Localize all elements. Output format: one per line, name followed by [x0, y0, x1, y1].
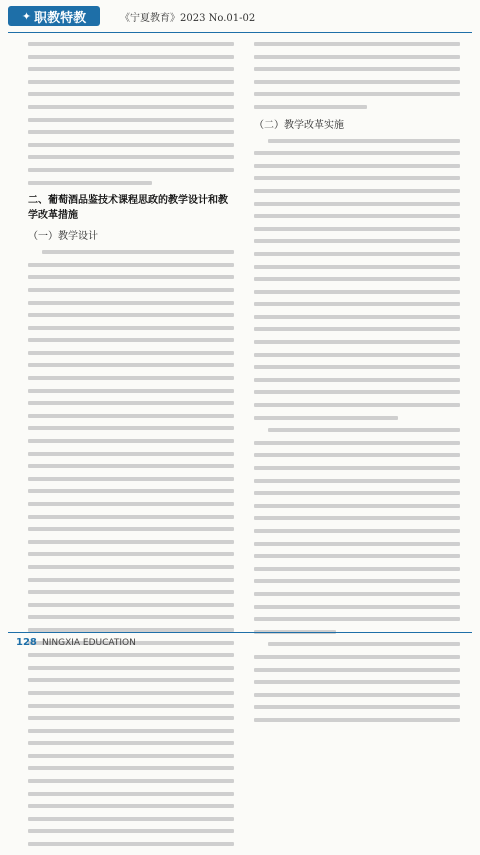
- text-line-placeholder: [254, 340, 460, 344]
- subsection-heading: （二）教学改革实施: [254, 119, 344, 131]
- text-line-placeholder: [254, 239, 460, 243]
- right-column: [254, 42, 460, 730]
- header-rule: [8, 32, 472, 33]
- text-line-placeholder: [254, 718, 460, 722]
- text-line-placeholder: [28, 351, 234, 355]
- text-line-placeholder: [28, 414, 234, 418]
- text-line-placeholder: [28, 615, 234, 619]
- text-line-placeholder: [28, 130, 234, 134]
- text-line-placeholder: [254, 554, 460, 558]
- text-line-placeholder: [254, 277, 460, 281]
- text-line-placeholder: [254, 164, 460, 168]
- text-line-placeholder: [254, 55, 460, 59]
- text-line-placeholder: [254, 617, 460, 621]
- text-line-placeholder: [28, 105, 234, 109]
- text-line-placeholder: [28, 817, 234, 821]
- text-line-placeholder: [254, 315, 460, 319]
- text-line-placeholder: [254, 680, 460, 684]
- text-line-placeholder: [28, 338, 234, 342]
- text-line-placeholder: [28, 401, 234, 405]
- text-line-placeholder: [254, 453, 460, 457]
- text-line-placeholder: [254, 105, 367, 109]
- text-line-placeholder: [28, 766, 234, 770]
- text-line-placeholder: [254, 592, 460, 596]
- text-line-placeholder: [254, 265, 460, 269]
- text-line-placeholder: [28, 842, 234, 846]
- text-line-placeholder: [28, 301, 234, 305]
- section-badge: [8, 6, 100, 26]
- text-line-placeholder: [254, 302, 460, 306]
- text-line-placeholder: [28, 678, 234, 682]
- text-line-placeholder: [254, 516, 460, 520]
- text-line-placeholder: [28, 181, 152, 185]
- text-line-placeholder: [28, 716, 234, 720]
- text-line-placeholder: [28, 326, 234, 330]
- text-line-placeholder: [28, 67, 234, 71]
- text-line-placeholder: [28, 464, 234, 468]
- text-line-placeholder: [254, 151, 460, 155]
- text-line-placeholder: [28, 792, 234, 796]
- text-line-placeholder: [28, 552, 234, 556]
- text-line-placeholder: [28, 502, 234, 506]
- text-line-placeholder: [254, 605, 460, 609]
- text-line-placeholder: [28, 275, 234, 279]
- text-line-placeholder: [28, 376, 234, 380]
- text-line-placeholder: [28, 704, 234, 708]
- text-line-placeholder: [254, 92, 460, 96]
- text-line-placeholder: [28, 452, 234, 456]
- text-line-placeholder: [268, 139, 460, 143]
- page-footer: [8, 632, 472, 651]
- text-line-placeholder: [254, 390, 460, 394]
- journal-issue: 《宁夏教育》2023 No.01-02: [120, 13, 256, 24]
- text-line-placeholder: [28, 653, 234, 657]
- text-line-placeholder: [28, 118, 234, 122]
- text-line-placeholder: [28, 578, 234, 582]
- text-line-placeholder: [28, 288, 234, 292]
- text-line-placeholder: [254, 491, 460, 495]
- text-line-placeholder: [254, 202, 460, 206]
- text-line-placeholder: [28, 754, 234, 758]
- text-line-placeholder: [254, 327, 460, 331]
- section-heading: 二、葡萄酒品鉴技术课程思政的教学设计和教学改革措施: [28, 195, 228, 222]
- text-line-placeholder: [28, 168, 234, 172]
- text-line-placeholder: [28, 80, 234, 84]
- text-line-placeholder: [42, 250, 234, 254]
- text-line-placeholder: [28, 804, 234, 808]
- text-line-placeholder: [28, 691, 234, 695]
- text-line-placeholder: [254, 542, 460, 546]
- text-line-placeholder: [254, 67, 460, 71]
- text-line-placeholder: [254, 290, 460, 294]
- subsection-heading: （一）教学设计: [28, 231, 98, 243]
- page-number: 128: [16, 637, 37, 648]
- text-line-placeholder: [254, 403, 460, 407]
- text-line-placeholder: [28, 741, 234, 745]
- text-line-placeholder: [28, 263, 234, 267]
- text-line-placeholder: [28, 155, 234, 159]
- text-line-placeholder: [28, 42, 234, 46]
- text-line-placeholder: [28, 313, 234, 317]
- text-line-placeholder: [254, 668, 460, 672]
- text-line-placeholder: [254, 416, 398, 420]
- text-line-placeholder: [28, 829, 234, 833]
- text-line-placeholder: [254, 378, 460, 382]
- text-line-placeholder: [28, 590, 234, 594]
- text-line-placeholder: [28, 143, 234, 147]
- text-line-placeholder: [254, 176, 460, 180]
- text-line-placeholder: [28, 389, 234, 393]
- page-header: [0, 0, 480, 34]
- text-line-placeholder: [254, 365, 460, 369]
- text-line-placeholder: [28, 489, 234, 493]
- text-line-placeholder: [254, 353, 460, 357]
- text-line-placeholder: [28, 426, 234, 430]
- text-line-placeholder: [254, 529, 460, 533]
- text-line-placeholder: [254, 479, 460, 483]
- text-line-placeholder: [254, 214, 460, 218]
- text-line-placeholder: [28, 363, 234, 367]
- text-line-placeholder: [254, 579, 460, 583]
- star-icon: ✦: [21, 9, 32, 23]
- text-line-placeholder: [28, 477, 234, 481]
- text-line-placeholder: [254, 567, 460, 571]
- text-line-placeholder: [254, 189, 460, 193]
- text-line-placeholder: [254, 252, 460, 256]
- text-line-placeholder: [28, 603, 234, 607]
- text-line-placeholder: [28, 527, 234, 531]
- text-line-placeholder: [28, 515, 234, 519]
- text-line-placeholder: [268, 428, 460, 432]
- text-line-placeholder: [28, 92, 234, 96]
- text-line-placeholder: [28, 779, 234, 783]
- text-line-placeholder: [28, 540, 234, 544]
- text-line-placeholder: [254, 80, 460, 84]
- text-line-placeholder: [28, 565, 234, 569]
- text-line-placeholder: [254, 705, 460, 709]
- section-badge-label: 职教特教: [34, 10, 87, 26]
- text-line-placeholder: [28, 729, 234, 733]
- text-line-placeholder: [28, 666, 234, 670]
- text-line-placeholder: [254, 227, 460, 231]
- text-line-placeholder: [254, 466, 460, 470]
- text-line-placeholder: [28, 439, 234, 443]
- left-column: [28, 42, 234, 855]
- text-line-placeholder: [28, 55, 234, 59]
- text-line-placeholder: [254, 42, 460, 46]
- text-line-placeholder: [254, 441, 460, 445]
- text-line-placeholder: [254, 693, 460, 697]
- publication-name: NINGXIA EDUCATION: [42, 638, 136, 648]
- text-line-placeholder: [254, 504, 460, 508]
